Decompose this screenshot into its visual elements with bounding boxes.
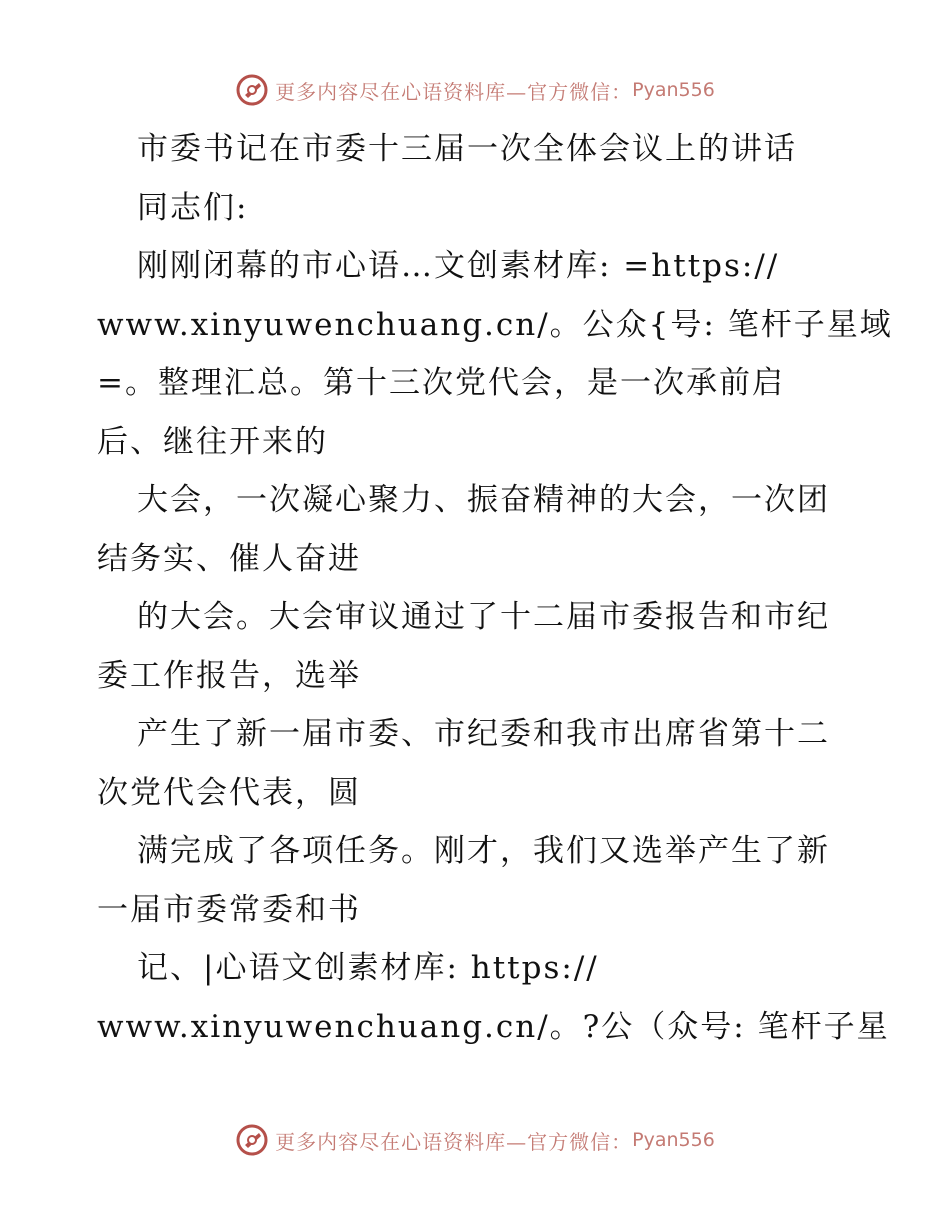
paragraph-line: =。整理汇总。第十三次党代会，是一次承前启 (97, 365, 785, 401)
paragraph-line: 次党代会代表，圆 (97, 774, 361, 811)
paragraph-line: 大会，一次凝心聚力、振奋精神的大会，一次团 (137, 482, 830, 518)
document-title: 市委书记在市委十三届一次全体会议上的讲话 (137, 131, 797, 167)
paragraph-line: 结务实、催人奋进 (97, 540, 361, 577)
document-body (97, 120, 893, 1056)
header-banner-wechat-id: Pyan556 (632, 79, 715, 101)
brand-logo-icon (235, 73, 269, 107)
paragraph-line: 后、继往开来的 (97, 423, 328, 460)
paragraph-line: www.xinyuwenchuang.cn/。公众{号: 笔杆子星域 (97, 306, 893, 343)
paragraph-line: 记、|心语文创素材库: https:// (137, 950, 599, 986)
header-watermark-banner (0, 70, 950, 110)
brand-logo-icon (235, 1123, 269, 1157)
paragraph-line: 的大会。大会审议通过了十二届市委报告和市纪 (137, 599, 830, 635)
paragraph-line: 满完成了各项任务。刚才，我们又选举产生了新 (137, 833, 830, 869)
paragraph-line: 一届市委常委和书 (97, 891, 361, 928)
paragraph-line: www.xinyuwenchuang.cn/。?公（众号: 笔杆子星 (97, 1008, 890, 1045)
salutation: 同志们: (137, 189, 249, 226)
paragraph-line: 委工作报告，选举 (97, 657, 361, 694)
footer-banner-text: 更多内容尽在心语资料库—官方微信： (275, 1129, 633, 1154)
paragraph-line: 产生了新一届市委、市纪委和我市出席省第十二 (137, 716, 830, 752)
paragraph-line: 刚刚闭幕的市心语…文创素材库: =https:// (137, 248, 780, 284)
header-banner-text: 更多内容尽在心语资料库—官方微信： (275, 79, 633, 104)
footer-watermark-banner (0, 1120, 950, 1160)
footer-banner-wechat-id: Pyan556 (632, 1129, 715, 1151)
